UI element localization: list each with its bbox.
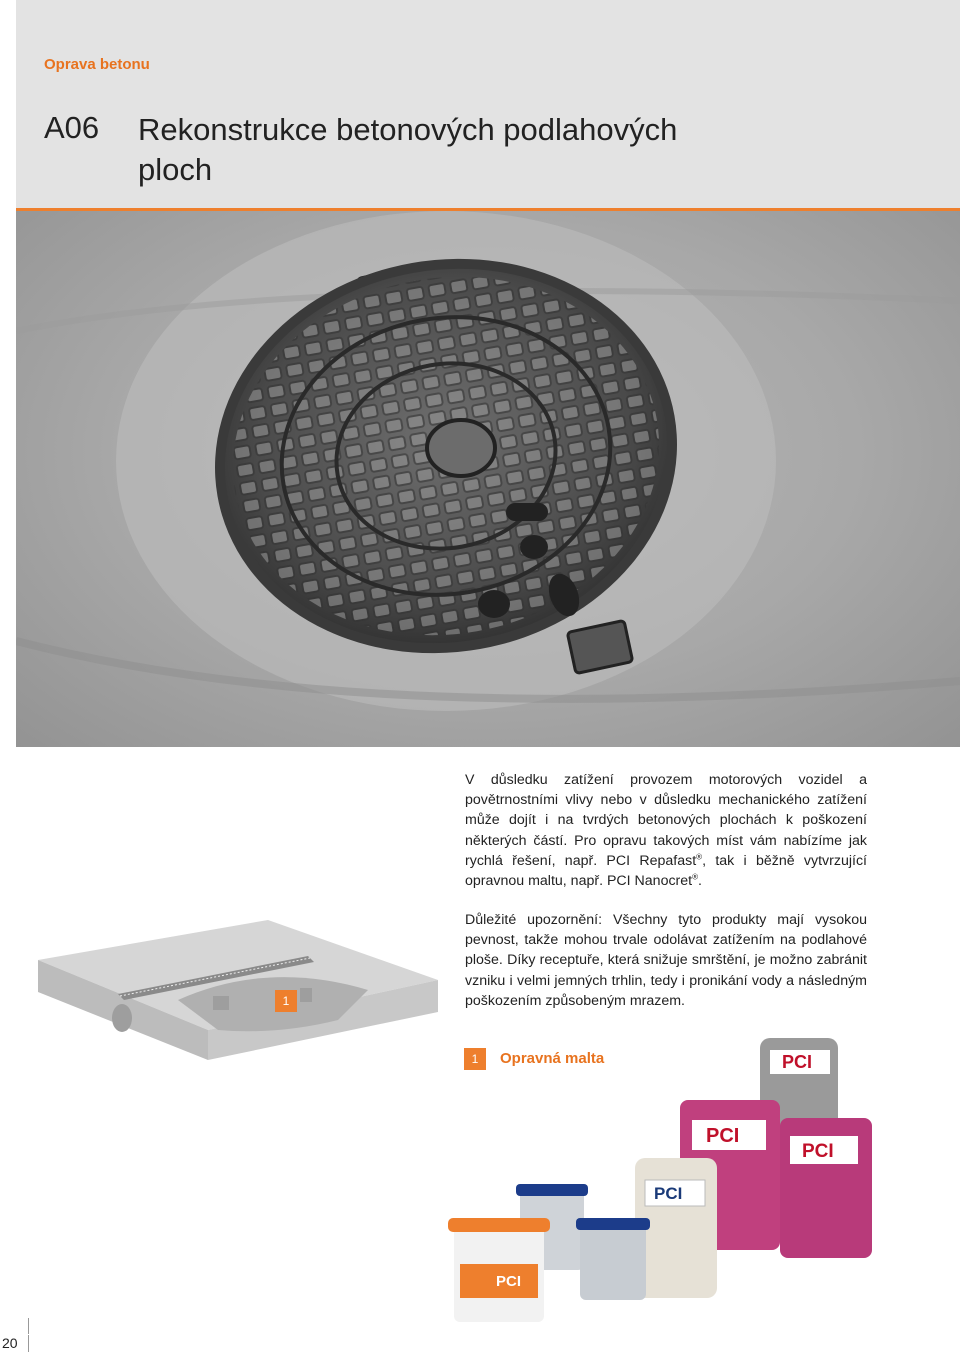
diagram-number-badge: 1 xyxy=(275,990,297,1012)
notice-paragraph: Důležité upozornění: Všechny tyto produkty mají vysokou pevnost, takže mohou trvale odolávat zatížením na podlahové ploše. Díky receptuře, která snižuje smrštění, je možno zabránit vzniku i velmi jemných trhlin, tedy i pronikání vody a následným poškozením způsobeným mrazem. xyxy=(465,912,867,1009)
caption-number-badge: 1 xyxy=(464,1048,486,1070)
floor-section-diagram xyxy=(38,900,448,1080)
caption-title: Opravná malta xyxy=(500,1050,605,1067)
bag-brand-right: PCI xyxy=(802,1141,834,1162)
bag-brand-gray: PCI xyxy=(782,1052,813,1072)
sack-brand: PCI xyxy=(654,1184,683,1203)
bag-brand-left: PCI xyxy=(706,1125,740,1147)
manhole-cover-icon xyxy=(16,211,960,747)
page-number: 20 xyxy=(0,1334,36,1351)
intro-paragraph: V důsledku zatížení provozem motorových vozidel a povětrnostními vlivy nebo v důsledku mechanického zatížení může dojít i na tvrdých betonových plochách k poškození některých částí. Pro opravu takových míst vám nabízíme jak rychlá řešení, např. PCI Repafast®, tak i běžně vytvrzující opravnou maltu, např. PCI Nanocret®. xyxy=(465,772,867,890)
section-label: Oprava betonu xyxy=(44,56,150,73)
chapter-title: Rekonstrukce betonových podlahových ploch xyxy=(138,112,678,187)
manhole-cover-photo xyxy=(16,211,960,747)
chapter-code: A06 xyxy=(44,110,100,145)
products-image xyxy=(440,1030,880,1330)
bucket-brand: PCI xyxy=(496,1273,522,1290)
